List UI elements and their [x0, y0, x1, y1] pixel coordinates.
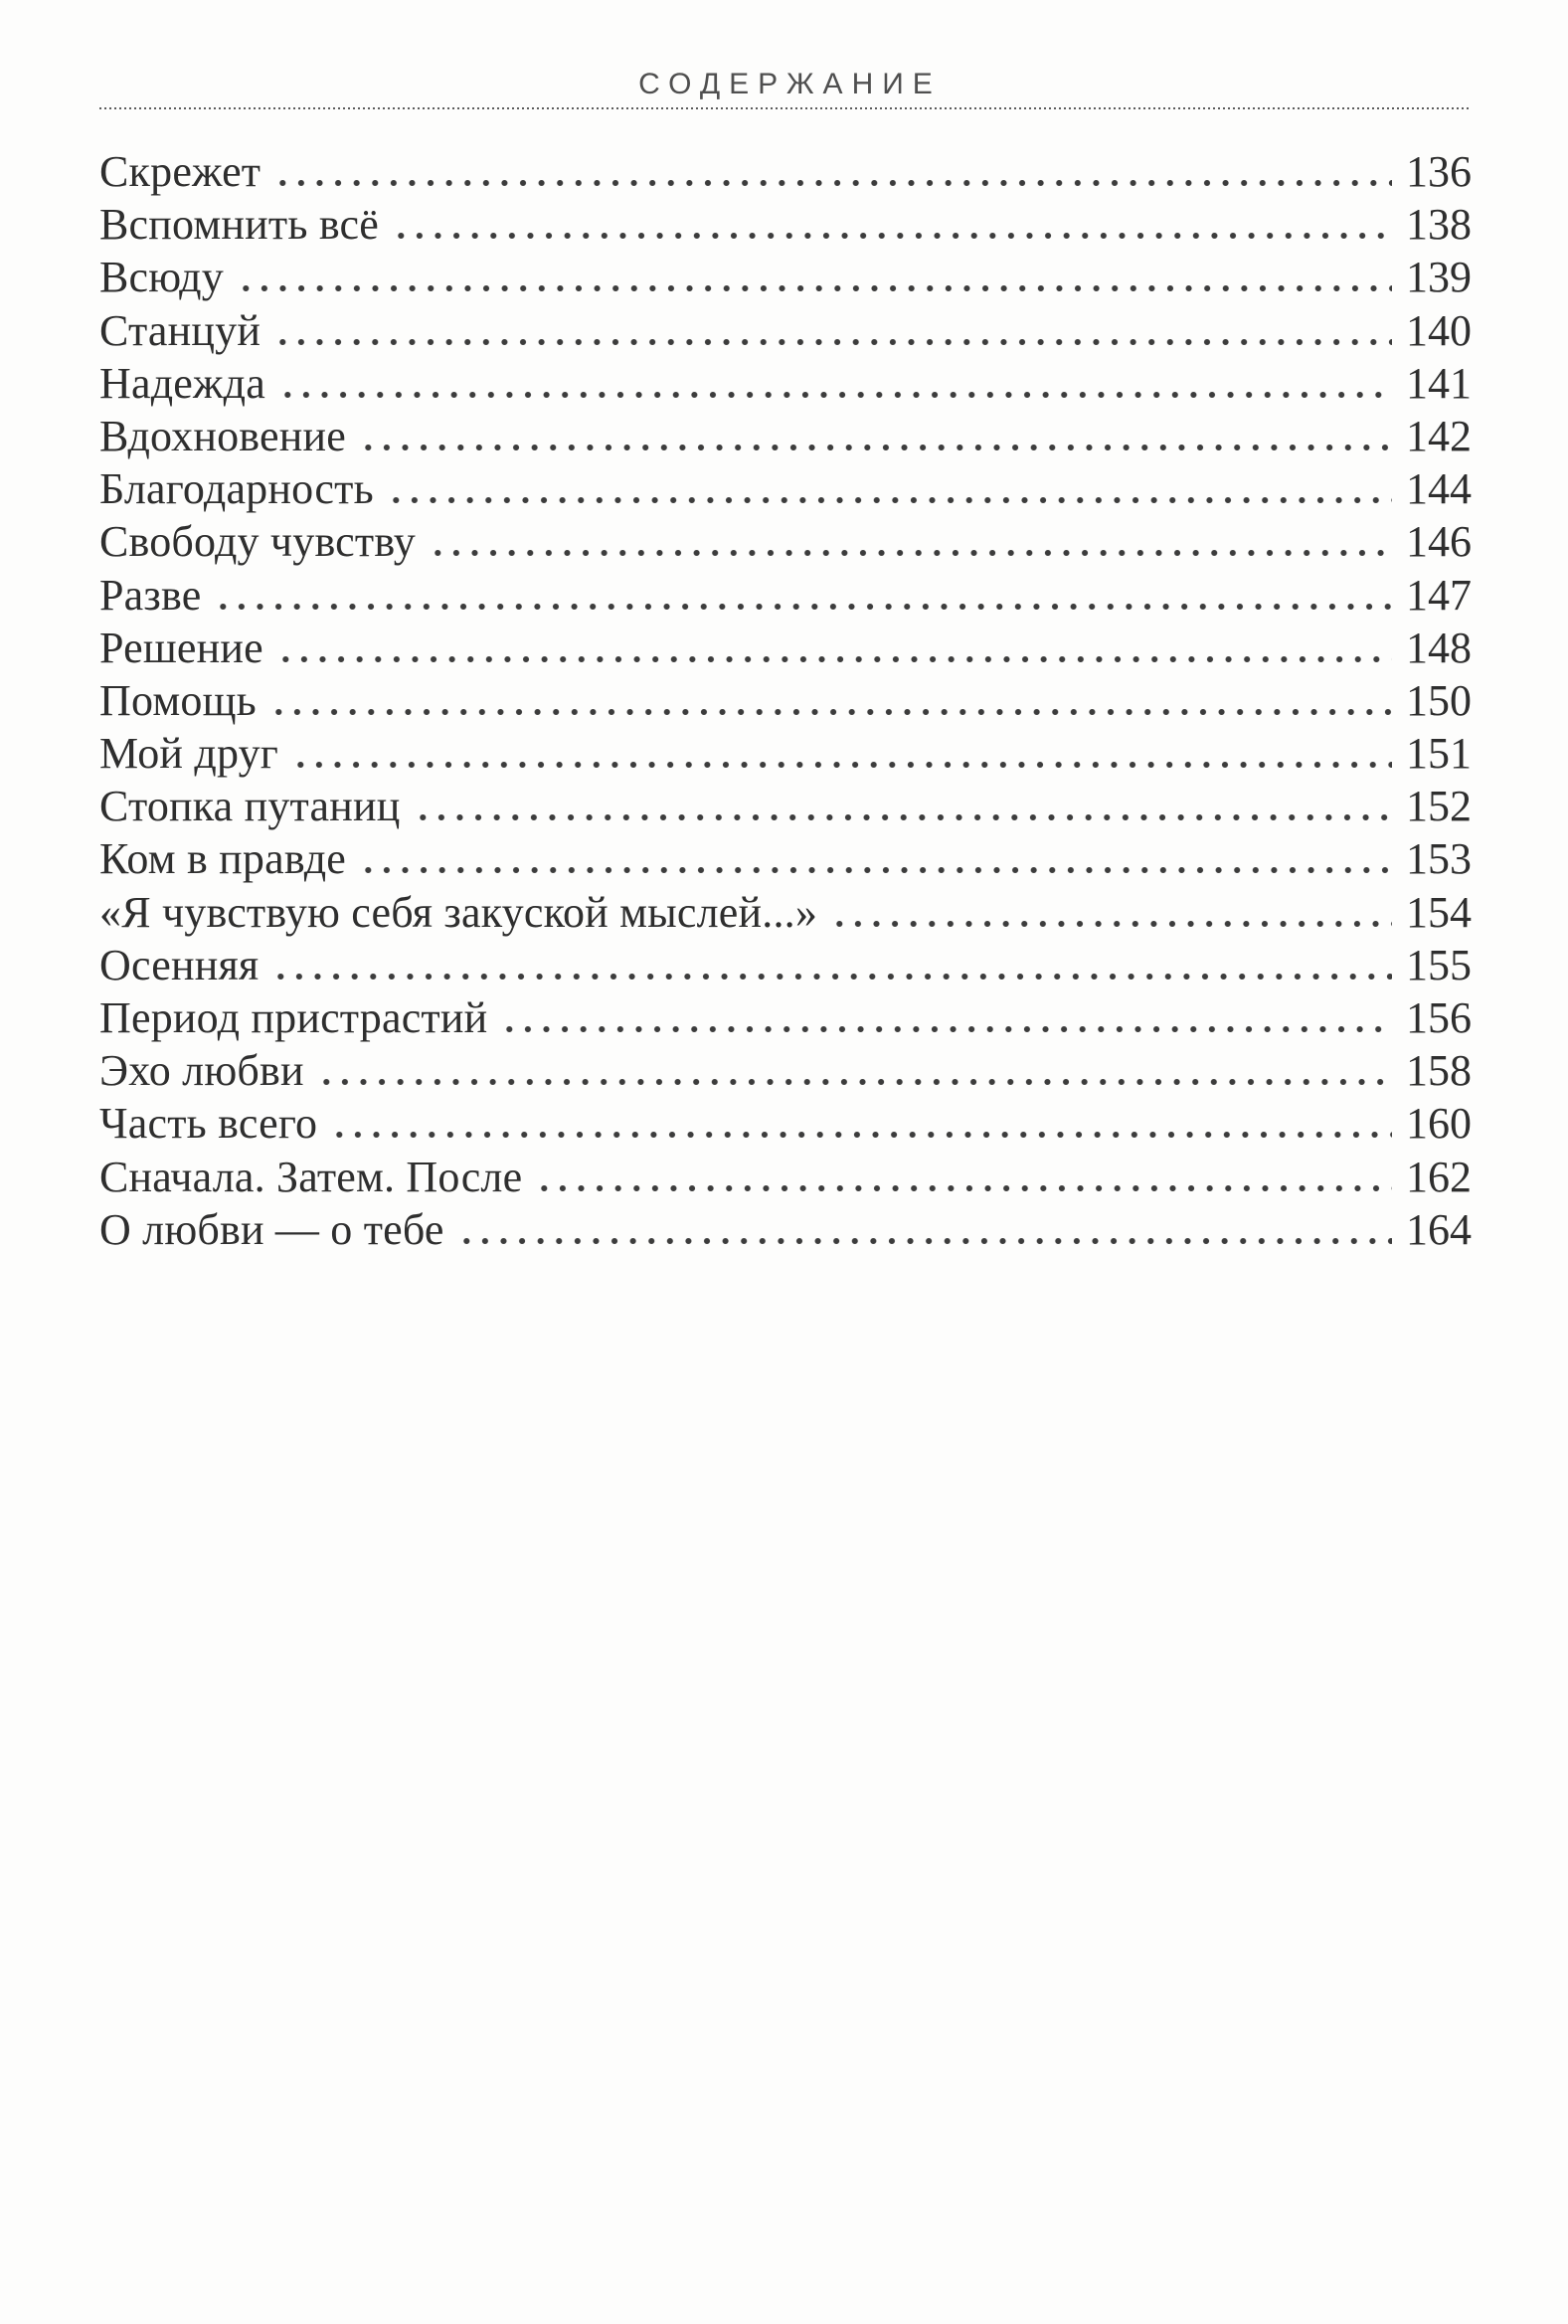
dot-leader	[535, 1185, 1392, 1191]
toc-entry	[99, 674, 1472, 727]
toc-entry-page: 155	[1406, 940, 1472, 989]
dot-leader	[276, 656, 1392, 662]
toc-entry-page: 140	[1406, 305, 1472, 355]
dot-leader	[237, 285, 1392, 291]
toc-entry	[99, 1203, 1472, 1256]
toc-entry-page: 136	[1406, 147, 1472, 196]
dot-leader	[271, 974, 1392, 980]
toc-entry-page: 160	[1406, 1099, 1472, 1149]
dot-leader	[269, 709, 1392, 715]
toc-entry	[99, 1044, 1472, 1097]
dot-leader	[392, 233, 1392, 239]
dot-leader	[429, 550, 1392, 556]
toc-entry-page: 147	[1406, 570, 1472, 620]
header-rule	[99, 106, 1472, 109]
dot-leader	[330, 1132, 1392, 1138]
dot-leader	[291, 762, 1392, 768]
toc-entry	[99, 515, 1472, 568]
toc-entry	[99, 832, 1472, 885]
toc-entry	[99, 622, 1472, 674]
toc-entry-title: Решение	[99, 623, 263, 672]
toc-entry-page: 150	[1406, 675, 1472, 725]
toc-entry-page: 151	[1406, 729, 1472, 779]
toc-entry-title: Мой друг	[99, 729, 279, 779]
toc-entry-title: Период пристрастий	[99, 993, 488, 1042]
dot-leader	[359, 445, 1392, 450]
toc-entry-title: Вдохновение	[99, 411, 346, 460]
toc-entry-title: Часть всего	[99, 1099, 318, 1149]
toc-entry-page: 142	[1406, 411, 1472, 460]
toc-entry-title: Сначала. Затем. После	[99, 1152, 523, 1201]
toc-entry-page: 153	[1406, 834, 1472, 884]
dot-leader	[387, 497, 1392, 503]
toc-entry-title: Благодарность	[99, 464, 374, 514]
toc-entry-title: Вспомнить всё	[99, 200, 379, 250]
dot-leader	[214, 604, 1392, 610]
toc-entry-title: Стопка путаниц	[99, 782, 401, 831]
toc-entry-title: Всюду	[99, 253, 224, 302]
toc-entry	[99, 939, 1472, 991]
toc-entry	[99, 1097, 1472, 1150]
toc-entry-title: Станцуй	[99, 305, 261, 355]
toc-entry-title: Эхо любви	[99, 1046, 304, 1096]
toc-entry-page: 164	[1406, 1204, 1472, 1254]
toc-entry-page: 139	[1406, 253, 1472, 302]
dot-leader	[273, 339, 1392, 345]
toc-entry	[99, 727, 1472, 780]
toc-entry	[99, 410, 1472, 462]
toc-entry-page: 144	[1406, 464, 1472, 514]
toc-entry	[99, 991, 1472, 1044]
toc-entry	[99, 304, 1472, 357]
toc-entry-title: Надежда	[99, 358, 265, 408]
toc-entry-page: 158	[1406, 1046, 1472, 1096]
toc-entry-title: О любви — о тебе	[99, 1204, 444, 1254]
toc-entry	[99, 198, 1472, 251]
page-title: СОДЕРЖАНИЕ	[638, 68, 942, 100]
toc-entry	[99, 569, 1472, 622]
dot-leader	[317, 1079, 1392, 1085]
toc-entry-page: 154	[1406, 887, 1472, 937]
toc-entry-page: 141	[1406, 358, 1472, 408]
toc-entry-page: 162	[1406, 1152, 1472, 1201]
toc-entry-title: Осенняя	[99, 940, 260, 989]
toc-entry	[99, 357, 1472, 410]
toc-entry-title: Скрежет	[99, 147, 261, 196]
dot-leader	[359, 867, 1392, 873]
toc-entry	[99, 886, 1472, 939]
toc-entry-title: Помощь	[99, 675, 257, 725]
dot-leader	[457, 1238, 1392, 1244]
toc-entry-page: 152	[1406, 782, 1472, 831]
dot-leader	[278, 392, 1392, 398]
toc-entry-title: Свободу чувству	[99, 517, 417, 567]
toc-entry-title: «Я чувствую себя закуской мыслей...»	[99, 887, 818, 937]
dot-leader	[414, 814, 1393, 820]
toc-entry-page: 138	[1406, 200, 1472, 250]
dot-leader	[830, 921, 1392, 927]
toc-entry	[99, 1151, 1472, 1203]
toc-entry-page: 156	[1406, 993, 1472, 1042]
toc-entry	[99, 462, 1472, 515]
toc-entry	[99, 251, 1472, 303]
toc-entry-page: 146	[1406, 517, 1472, 567]
toc-entry-page: 148	[1406, 623, 1472, 672]
toc-entry	[99, 780, 1472, 832]
toc-entry-title: Ком в правде	[99, 834, 347, 884]
dot-leader	[500, 1026, 1392, 1032]
toc-entry-title: Разве	[99, 570, 202, 620]
toc-entry	[99, 145, 1472, 198]
toc-list	[99, 145, 1472, 1256]
dot-leader	[273, 180, 1392, 186]
